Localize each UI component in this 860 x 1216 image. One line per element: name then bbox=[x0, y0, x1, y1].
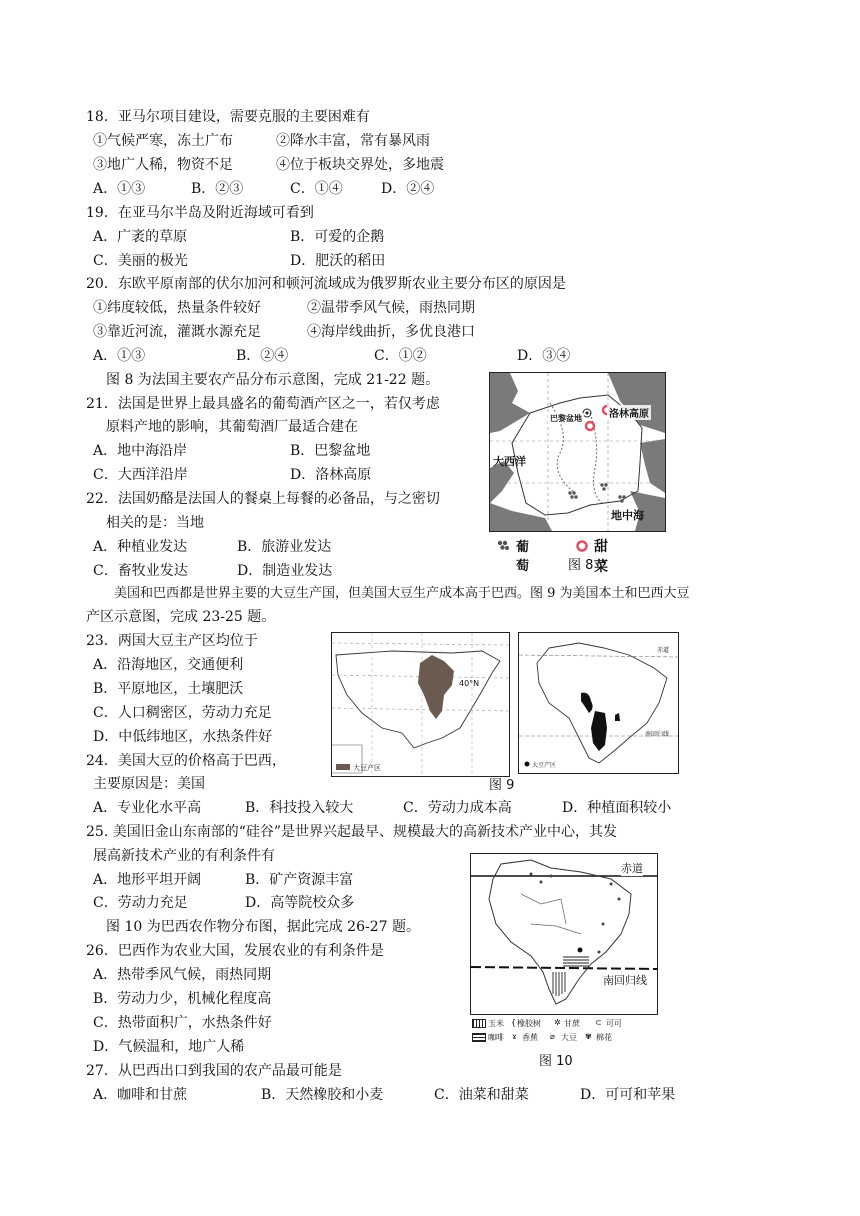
q24-stem-line2: 主要原因是：美国 bbox=[93, 776, 205, 792]
q23-option-a: A．沿海地区，交通便利 bbox=[93, 657, 244, 673]
brazil-equator-label: 赤道 bbox=[657, 647, 670, 654]
coffee-icon bbox=[472, 1033, 486, 1042]
q18-option-d: D．②④ bbox=[381, 181, 435, 197]
q23-stem: 23．两国大豆主产区均位于 bbox=[86, 633, 258, 649]
legend-coffee: 咖啡 bbox=[488, 1033, 504, 1042]
q19-option-a: A．广袤的草原 bbox=[93, 229, 188, 245]
q25-option-d: D．高等院校众多 bbox=[245, 895, 355, 911]
figure-10-caption: 图 10 bbox=[539, 1054, 573, 1069]
q25-stem-line1: 25. 美国旧金山东南部的“硅谷”是世界兴起最早、规模最大的高新技术产业中心，其发 bbox=[86, 824, 618, 840]
map-label-atlantic: 大西洋 bbox=[493, 455, 526, 468]
cotton-icon: ✾ bbox=[585, 1032, 592, 1041]
q27-option-a: A．咖啡和甘蔗 bbox=[93, 1087, 188, 1103]
grape-icon bbox=[496, 538, 510, 557]
q20-statement-2: ②温带季风气候，雨热同期 bbox=[307, 300, 475, 316]
q27-option-b: B．天然橡胶和小麦 bbox=[261, 1087, 384, 1103]
figure-9-caption: 图 9 bbox=[489, 778, 515, 793]
q22-stem-line1: 22．法国奶酪是法国人的餐桌上每餐的必备品，与之密切 bbox=[86, 491, 440, 507]
q25-stem-line2: 展高新技术产业的有利条件有 bbox=[93, 848, 275, 864]
q24-option-c: C．劳动力成本高 bbox=[403, 800, 512, 816]
q21-option-a: A．地中海沿岸 bbox=[93, 443, 188, 459]
brazil-tropic-label: 南回归线 bbox=[645, 731, 670, 738]
sugarcane-icon: ✲ bbox=[554, 1018, 561, 1027]
legend-banana: 香蕉 bbox=[522, 1033, 538, 1042]
q26-option-b: B．劳动力少，机械化程度高 bbox=[93, 991, 272, 1007]
q22-option-c: C．畜牧业发达 bbox=[93, 563, 188, 579]
q25-option-b: B．矿产资源丰富 bbox=[245, 872, 354, 888]
q22-option-b: B．旅游业发达 bbox=[237, 539, 332, 555]
q24-option-a: A．专业化水平高 bbox=[93, 800, 202, 816]
figure-8-caption: 图 8 bbox=[568, 558, 594, 573]
q19-option-b: B．可爱的企鹅 bbox=[290, 229, 385, 245]
q21-stem-line1: 21．法国是世界上最具盛名的葡萄酒产区之一，若仅考虑 bbox=[86, 396, 440, 412]
map-label-lorraine: 洛林高原 bbox=[607, 405, 651, 420]
legend-rubber: 橡胶树 bbox=[517, 1019, 541, 1028]
soybean-icon: ⌀ bbox=[550, 1032, 555, 1041]
usa-map-svg bbox=[332, 633, 509, 776]
brazil-legend-label: 大豆产区 bbox=[532, 762, 557, 769]
q20-statement-3: ③靠近河流，灌溉水源充足 bbox=[93, 324, 261, 340]
figure-8-france-map bbox=[489, 372, 666, 532]
q18-option-a: A．①③ bbox=[93, 181, 146, 197]
q24-option-d: D．种植面积较小 bbox=[562, 800, 672, 816]
q23-option-b: B．平原地区，土壤肥沃 bbox=[93, 681, 244, 697]
q20-option-b: B．②④ bbox=[236, 348, 289, 364]
corn-icon bbox=[472, 1019, 486, 1028]
q26-option-d: D．气候温和，地广人稀 bbox=[93, 1039, 245, 1055]
q20-statement-4: ④海岸线曲折，多优良港口 bbox=[307, 324, 475, 340]
q18-statement-2: ②降水丰富，常有暴风雨 bbox=[276, 133, 430, 149]
q22-option-d: D．制造业发达 bbox=[237, 563, 333, 579]
brazil-map-svg bbox=[519, 633, 678, 773]
banana-icon: ɤ bbox=[512, 1032, 517, 1041]
map-label-mediterranean: 地中海 bbox=[611, 509, 644, 522]
q26-stem: 26．巴西作为农业大国，发展农业的有利条件是 bbox=[86, 943, 384, 959]
legend-corn: 玉米 bbox=[488, 1019, 504, 1028]
q23-option-c: C．人口稠密区，劳动力充足 bbox=[93, 705, 272, 721]
q18-stem: 18．亚马尔项目建设，需要克服的主要困难有 bbox=[86, 109, 370, 125]
legend-cocoa: 可可 bbox=[606, 1019, 622, 1028]
usa-legend-label: 大豆产区 bbox=[353, 764, 381, 772]
legend-cotton: 棉花 bbox=[596, 1033, 612, 1042]
intro-21-22: 图 8 为法国主要农产品分布示意图，完成 21-22 题。 bbox=[106, 372, 440, 388]
legend-cane: 甘蔗 bbox=[564, 1019, 580, 1028]
q19-stem: 19．在亚马尔半岛及附近海域可看到 bbox=[86, 205, 314, 221]
figure-9-usa-map bbox=[331, 632, 510, 777]
q22-option-a: A．种植业发达 bbox=[93, 539, 188, 555]
q26-option-c: C．热带面积广，水热条件好 bbox=[93, 1015, 272, 1031]
q19-option-c: C．美丽的极光 bbox=[93, 253, 188, 269]
q22-stem-line2: 相关的是：当地 bbox=[106, 515, 204, 531]
brazil-crops-svg bbox=[471, 854, 657, 1014]
q27-option-d: D．可可和苹果 bbox=[580, 1087, 676, 1103]
intro-23-25-line1: 美国和巴西都是世界主要的大豆生产国，但美国大豆生产成本高于巴西。图 9 为美国本土和巴西大豆 bbox=[114, 586, 690, 601]
map-label-paris-basin: 巴黎盆地 bbox=[550, 414, 582, 423]
cocoa-icon: ⊂ bbox=[595, 1018, 602, 1027]
q23-option-d: D．中低纬地区，水热条件好 bbox=[93, 729, 273, 745]
fig10-legend bbox=[472, 1017, 656, 1047]
q20-stem: 20．东欧平原南部的伏尔加河和顿河流域成为俄罗斯农业主要分布区的原因是 bbox=[86, 276, 566, 292]
q18-statement-3: ③地广人稀，物资不足 bbox=[93, 157, 233, 173]
q27-stem: 27．从巴西出口到我国的农产品最可能是 bbox=[86, 1063, 342, 1079]
fig10-tropic-label: 南回归线 bbox=[603, 974, 647, 987]
q24-option-b: B．科技投入较大 bbox=[245, 800, 354, 816]
q21-option-d: D．洛林高原 bbox=[290, 467, 372, 483]
q18-option-b: B．②③ bbox=[191, 181, 244, 197]
q20-option-c: C．①② bbox=[374, 348, 427, 364]
rubber-icon: { bbox=[511, 1018, 517, 1027]
figure-10-brazil-crops-map bbox=[470, 853, 658, 1015]
q20-option-a: A．①③ bbox=[93, 348, 146, 364]
q18-statement-1: ①气候严寒，冻土广布 bbox=[93, 133, 233, 149]
legend-beet-label: 甜菜 bbox=[594, 539, 608, 575]
q18-statement-4: ④位于板块交界处，多地震 bbox=[276, 157, 444, 173]
q21-option-b: B．巴黎盆地 bbox=[290, 443, 371, 459]
q27-option-c: C．油菜和甜菜 bbox=[434, 1087, 529, 1103]
fig10-equator-label: 赤道 bbox=[621, 862, 643, 875]
legend-soy: 大豆 bbox=[561, 1033, 577, 1042]
q19-option-d: D．肥沃的稻田 bbox=[290, 253, 386, 269]
intro-23-25-line2: 产区示意图，完成 23-25 题。 bbox=[86, 609, 276, 625]
q18-option-c: C．①④ bbox=[290, 181, 343, 197]
q21-option-c: C．大西洋沿岸 bbox=[93, 467, 188, 483]
usa-latitude-label: 40°N bbox=[459, 679, 480, 688]
q25-option-c: C．劳动力充足 bbox=[93, 895, 188, 911]
q20-statement-1: ①纬度较低，热量条件较好 bbox=[93, 300, 261, 316]
q24-stem-line1: 24．美国大豆的价格高于巴西， bbox=[86, 753, 286, 769]
q21-stem-line2: 原料产地的影响，其葡萄酒厂最适合建在 bbox=[106, 419, 358, 435]
intro-26-27: 图 10 为巴西农作物分布图，据此完成 26-27 题。 bbox=[106, 919, 420, 935]
figure-9-brazil-map bbox=[518, 632, 679, 774]
q26-option-a: A．热带季风气候，雨热同期 bbox=[93, 967, 272, 983]
q20-option-d: D．③④ bbox=[517, 348, 571, 364]
legend-grape-label: 葡萄 bbox=[516, 540, 530, 574]
q25-option-a: A．地形平坦开阔 bbox=[93, 872, 202, 888]
